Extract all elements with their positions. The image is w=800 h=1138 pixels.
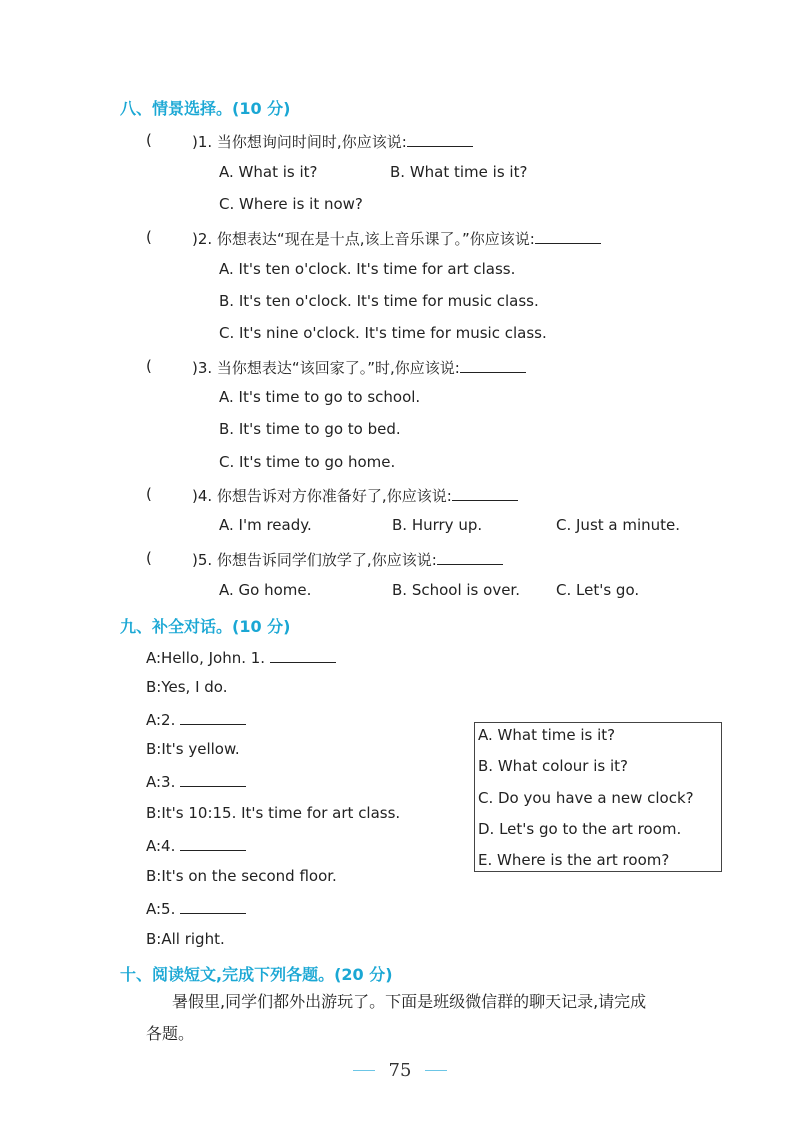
page-footer	[0, 1060, 800, 1081]
dialogue-line-9-text: A:5.	[146, 900, 176, 918]
dialogue-line-2: B:Yes, I do.	[146, 678, 228, 696]
q4-option-b: B. Hurry up.	[392, 516, 483, 534]
footer-rule-left	[353, 1070, 375, 1071]
dialogue-line-5	[146, 772, 246, 791]
dialogue-blank-2[interactable]	[180, 710, 246, 725]
reading-intro-line-2: 各题。	[146, 1024, 195, 1043]
section10-title: 十、阅读短文,完成下列各题。(20 分)	[120, 965, 393, 984]
choice-box	[474, 722, 722, 872]
dialogue-line-3	[146, 710, 246, 729]
choice-d: D. Let's go to the art room.	[478, 820, 682, 838]
answer-blank-1[interactable]	[407, 132, 473, 147]
question-4	[192, 485, 518, 506]
dialogue-line-3-text: A:2.	[146, 711, 176, 729]
choice-e: E. Where is the art room?	[478, 851, 670, 869]
dialogue-line-10: B:All right.	[146, 930, 225, 948]
q3-option-c: C. It's time to go home.	[219, 453, 396, 471]
dialogue-line-8: B:It's on the second floor.	[146, 867, 337, 885]
footer-rule-right	[425, 1070, 447, 1071]
q1-option-c: C. Where is it now?	[219, 195, 363, 213]
question-3	[192, 357, 526, 378]
dialogue-line-7-text: A:4.	[146, 837, 176, 855]
question-1-text: )1. 当你想询问时间时,你应该说:	[192, 133, 407, 151]
answer-paren-3: (	[146, 357, 152, 375]
dialogue-line-5-text: A:3.	[146, 773, 176, 791]
choice-a: A. What time is it?	[478, 726, 616, 744]
answer-blank-2[interactable]	[535, 229, 601, 244]
answer-paren-1: (	[146, 131, 152, 149]
dialogue-line-7	[146, 836, 246, 855]
reading-intro-line-1: 暑假里,同学们都外出游玩了。下面是班级微信群的聊天记录,请完成	[172, 992, 647, 1011]
choice-c: C. Do you have a new clock?	[478, 789, 694, 807]
section9-title: 九、补全对话。(10 分)	[120, 617, 291, 636]
dialogue-line-9	[146, 899, 246, 918]
dialogue-blank-5[interactable]	[180, 899, 246, 914]
dialogue-line-1	[146, 648, 336, 667]
q4-option-c: C. Just a minute.	[556, 516, 681, 534]
section8-title: 八、情景选择。(10 分)	[120, 99, 291, 118]
question-3-text: )3. 当你想表达“该回家了。”时,你应该说:	[192, 359, 460, 377]
dialogue-line-4: B:It's yellow.	[146, 740, 240, 758]
question-5	[192, 549, 503, 570]
q5-option-a: A. Go home.	[219, 581, 312, 599]
q3-option-b: B. It's time to go to bed.	[219, 420, 401, 438]
answer-blank-3[interactable]	[460, 358, 526, 373]
q2-option-a: A. It's ten o'clock. It's time for art class.	[219, 260, 516, 278]
question-2	[192, 228, 601, 249]
q2-option-b: B. It's ten o'clock. It's time for music class.	[219, 292, 539, 310]
dialogue-blank-1[interactable]	[270, 648, 336, 663]
question-4-text: )4. 你想告诉对方你准备好了,你应该说:	[192, 487, 452, 505]
q1-option-b: B. What time is it?	[390, 163, 528, 181]
q5-option-c: C. Let's go.	[556, 581, 640, 599]
choice-b: B. What colour is it?	[478, 757, 628, 775]
dialogue-line-6: B:It's 10:15. It's time for art class.	[146, 804, 401, 822]
q3-option-a: A. It's time to go to school.	[219, 388, 421, 406]
answer-blank-5[interactable]	[437, 550, 503, 565]
q2-option-c: C. It's nine o'clock. It's time for music class.	[219, 324, 547, 342]
dialogue-blank-3[interactable]	[180, 772, 246, 787]
q5-option-b: B. School is over.	[392, 581, 520, 599]
q4-option-a: A. I'm ready.	[219, 516, 312, 534]
dialogue-line-1-text: A:Hello, John. 1.	[146, 649, 266, 667]
q1-option-a: A. What is it?	[219, 163, 318, 181]
answer-blank-4[interactable]	[452, 486, 518, 501]
question-5-text: )5. 你想告诉同学们放学了,你应该说:	[192, 551, 437, 569]
question-2-text: )2. 你想表达“现在是十点,该上音乐课了。”你应该说:	[192, 230, 535, 248]
question-1	[192, 131, 473, 152]
answer-paren-5: (	[146, 549, 152, 567]
dialogue-blank-4[interactable]	[180, 836, 246, 851]
page-number: 75	[388, 1060, 412, 1081]
answer-paren-2: (	[146, 228, 152, 246]
answer-paren-4: (	[146, 485, 152, 503]
